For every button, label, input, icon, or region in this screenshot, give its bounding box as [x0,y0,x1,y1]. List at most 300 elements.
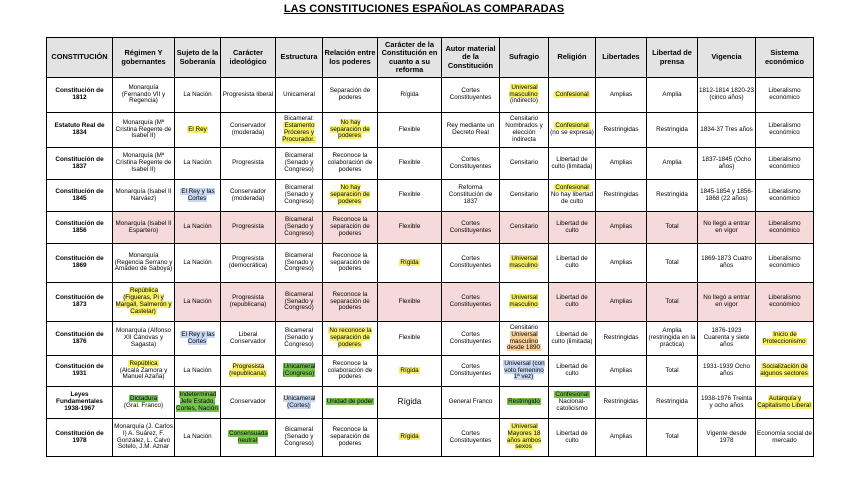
table-cell [500,78,549,113]
cell-text: La Nación [183,223,212,231]
cell-subtext: (indirecto) [510,97,538,105]
highlighted-text: República (Figueras, Pi y Margall, Salmerón y Castelar) [115,287,172,315]
table-cell [596,113,647,148]
table-cell [175,113,221,148]
row-label [47,113,113,148]
table-cell [378,322,442,356]
table-cell [276,212,323,244]
table-cell [500,387,549,419]
table-cell [221,180,276,212]
table-cell [698,212,756,244]
table-cell [113,148,175,180]
cell-text: Rígida [400,90,419,98]
table-cell [698,419,756,457]
highlighted-text: República [129,359,158,367]
cell-text: Reconoce la colaboración de poderes [327,359,373,381]
row-label [47,244,113,283]
cell-text: La Nación [183,366,212,374]
table-cell [221,387,276,419]
table-cell [698,244,756,283]
table-cell [756,419,814,457]
cell-text: Censitario [509,191,539,199]
cell-text: Amplia (restringida en la práctica) [648,327,696,348]
cell-text: Monarquía (Alfonso XII Cánovas y Sagasta) [116,327,171,348]
row-label [47,180,113,212]
table-cell [323,356,378,387]
table-cell [549,419,596,457]
table-cell [442,244,500,283]
header-cell: Sufragio [500,38,549,78]
header-cell: Sujeto de la Soberanía [175,38,221,78]
cell-text: Libertad de culto (limitada) [551,155,593,170]
cell-text: Cortes Constituyentes [449,294,492,308]
row-label [47,148,113,180]
table-cell [221,113,276,148]
table-cell [175,244,221,283]
table-cell [276,356,323,387]
table-cell [323,78,378,113]
cell-text: Monarquía (Isabel II Narváez) [115,187,172,202]
highlighted-text: Indeterminad Jefe Estado, Cortes, Nación [176,391,218,412]
cell-text: 1834-37 Tres años [700,125,753,133]
table-cell [500,180,549,212]
header-cell: Carácter de la Constitución en cuanto a su reforma [378,38,442,78]
cell-text: Constitución de 1812 [55,87,104,101]
cell-text: Amplia [662,159,682,167]
highlighted-text: Consensuada neutral [229,429,268,444]
cell-text: Restringida [656,398,688,406]
highlighted-text: Universal masculino [509,83,538,98]
cell-text: Restringidas [603,398,639,406]
table-row [47,419,814,457]
table-cell [175,419,221,457]
cell-text: Libertad de culto (limitada) [551,330,593,345]
table-cell [276,148,323,180]
cell-text: Liberalismo económico [768,87,801,101]
table-cell [596,180,647,212]
cell-text: Restringidas [603,334,639,342]
cell-text: Vigente desde 1978 [706,429,747,444]
table-cell [596,244,647,283]
row-label [47,356,113,387]
row-label [47,283,113,322]
highlighted-text: No reconoce la separación de poderes [329,327,372,348]
cell-text: Amplia [662,90,682,98]
table-cell [596,419,647,457]
cell-text: Liberalismo económico [768,294,801,308]
table-cell [442,148,500,180]
table-cell [442,356,500,387]
table-cell [647,113,698,148]
highlighted-text: Universal masculino [509,255,538,269]
highlighted-text: Confesional [555,184,589,192]
table-cell [175,387,221,419]
table-cell [378,419,442,457]
cell-text: Amplias [609,159,633,167]
cell-text: Total [665,297,679,305]
table-cell [276,113,323,148]
highlighted-text: Progresista (republicana) [229,363,266,377]
table-cell [756,78,814,113]
table-cell [175,356,221,387]
cell-text: Monarquía (Mª Cristina Regente de Isabel II) [115,118,172,140]
row-label [47,322,113,356]
cell-text: La Nación [183,433,212,441]
cell-text: Bicameral (Senado y Congreso) [284,251,314,273]
cell-text: Liberalismo económico [768,255,801,269]
table-cell [647,212,698,244]
header-cell: Libertades [596,38,647,78]
table-row [47,322,814,356]
cell-text: Bicameral (Senado y Congreso) [284,290,314,312]
cell-text: Constitución de 1856 [55,219,104,234]
header-cell: Vigencia [698,38,756,78]
table-cell [549,322,596,356]
cell-subtext: No hay libertad de culto [550,191,594,205]
cell-text: Cortes Constituyentes [449,87,492,101]
cell-text: Conservador (moderada) [229,187,267,202]
header-cell: Religión [549,38,596,78]
table-cell [500,113,549,148]
table-cell [596,78,647,113]
cell-text: Liberalismo económico [768,155,801,170]
table-cell [647,322,698,356]
cell-text: Amplias [609,297,633,305]
table-cell [378,356,442,387]
header-cell: Estructura [276,38,323,78]
row-label [47,419,113,457]
table-cell [596,356,647,387]
table-cell [221,148,276,180]
table-cell [500,283,549,322]
cell-text: 1845-1854 y 1856-1868 (22 años) [700,187,753,202]
cell-text: Bicameral (Senado y Congreso) [284,152,314,173]
cell-text: Libertad de culto [556,219,588,234]
cell-text: Progresista [232,159,264,167]
table-row [47,78,814,113]
cell-text: Progresista [232,223,264,231]
table-row [47,244,814,283]
cell-text: Flexible [398,159,421,167]
row-label [47,212,113,244]
table-cell [175,148,221,180]
table-cell [698,322,756,356]
table-cell [221,283,276,322]
table-cell [647,78,698,113]
cell-text: Flexible [398,334,421,342]
table-cell [500,356,549,387]
cell-subtext: (Alcalá Zamora y Manuel Azaña) [119,366,168,381]
cell-text: Reconoce la colaboración de poderes [327,152,373,173]
cell-text: Cortes Constituyentes [449,219,492,234]
cell-text: 1931-1939 Ocho años [703,363,750,377]
cell-text: Liberalismo económico [768,122,801,136]
cell-text: Amplias [609,223,633,231]
table-cell [378,244,442,283]
cell-text: Progresista (republicana) [229,294,267,308]
cell-text: Conservador (moderada) [229,122,267,136]
table-cell [549,148,596,180]
table-cell [596,322,647,356]
cell-text: Cortes Constituyentes [449,155,492,170]
cell-text: Monarquía (Mª Cristina Regente de Isabel II) [115,152,172,173]
table-cell [756,244,814,283]
table-cell [276,283,323,322]
highlighted-text: Rígida [400,258,419,266]
highlighted-text: Confesional [555,122,589,130]
table-cell [113,322,175,356]
cell-text: Liberalismo económico [768,219,801,234]
table-cell [113,212,175,244]
table-cell [647,148,698,180]
cell-text: 1812-1814 1820-23 (cinco años) [699,87,754,101]
table-cell [442,419,500,457]
cell-text: Libertad de culto [556,255,588,269]
highlighted-text: Inicio de Proteccionismo [762,330,806,345]
cell-text: Bicameral (Senado y Congreso) [284,426,314,447]
cell-text: Amplias [609,366,633,374]
cell-text: Cortes Constituyentes [449,255,492,269]
cell-text: La Nación [183,159,212,167]
highlighted-text: Universal Mayores 18 años ambos sexos [506,422,542,451]
table-cell [756,283,814,322]
table-cell [323,283,378,322]
cell-text: Bicameral (Senado y Congreso) [284,184,314,205]
cell-text: Amplias [609,258,633,266]
table-cell [175,212,221,244]
table-cell [378,212,442,244]
table-cell [113,419,175,457]
table-cell [378,78,442,113]
cell-text: Monarquía (J. Carlos I) A. Suárez, F. González, L. Calvo Sotelo, J.M. Aznar [114,422,173,451]
table-cell [647,356,698,387]
cell-text: Libertad de culto [556,294,588,308]
table-cell [323,419,378,457]
highlighted-text: Restringido [508,398,540,406]
table-cell [175,78,221,113]
cell-text: Reconoce la separación de poderes [330,426,370,447]
table-cell [276,419,323,457]
cell-text: Bicameral: [284,115,314,123]
table-cell [175,322,221,356]
cell-text: Cortes Constituyentes [449,429,492,444]
header-cell: CONSTITUCIÓN [47,38,113,78]
row-label [47,78,113,113]
cell-text: Unicameral [283,90,315,98]
header-cell: Régimen Y gobernantes [113,38,175,78]
cell-text: Constitución de 1837 [55,155,104,170]
highlighted-text: Autarquía y Capitalismo Liberal [757,394,811,409]
cell-text: Censitario [509,159,539,167]
cell-text: Total [665,433,679,441]
table-cell [500,244,549,283]
cell-text: Total [665,258,679,266]
cell-text: Liberal Conservador [229,330,267,345]
highlighted-text: Dictadura [130,394,157,402]
table-cell [500,322,549,356]
table-cell [698,356,756,387]
cell-text: Amplias [609,433,633,441]
comparison-table [46,37,814,457]
cell-text: Total [665,366,679,374]
table-cell [221,356,276,387]
table-cell [276,180,323,212]
highlighted-text: El Rey [188,125,207,133]
cell-text: 1938-1976 Treinta y ocho años [700,394,753,409]
table-cell [442,212,500,244]
table-cell [113,180,175,212]
highlighted-text: Universal masculino [509,294,538,308]
table-cell [596,283,647,322]
header-cell: Libertad de prensa [647,38,698,78]
table-cell [113,113,175,148]
cell-text: Amplias [609,90,633,98]
cell-text: Constitución de 1876 [55,330,104,345]
table-cell [221,419,276,457]
table-cell [442,322,500,356]
table-cell [113,356,175,387]
table-cell [378,148,442,180]
cell-text: 1837-1845 (Ocho años) [701,155,751,170]
table-cell [596,387,647,419]
table-cell [549,283,596,322]
highlighted-text: Unidad de poder [326,398,374,406]
table-row [47,180,814,212]
cell-subtext: Nacional-catolicismo [556,398,588,412]
cell-text: Constitución de 1931 [55,363,104,377]
table-cell [323,113,378,148]
cell-subtext: (no se expresa) [550,129,594,136]
table-cell [596,148,647,180]
row-label [47,387,113,419]
table-cell [442,283,500,322]
highlighted-text: El Rey y las Cortes [181,330,215,345]
table-cell [698,387,756,419]
highlighted-text: El Rey y las Cortes [181,187,215,202]
table-cell [113,244,175,283]
table-cell [698,78,756,113]
table-cell [549,180,596,212]
table-cell [647,419,698,457]
table-cell [323,180,378,212]
table-cell [549,387,596,419]
highlighted-text: Rígida [400,366,419,374]
cell-text: Restringida [656,125,688,133]
cell-text: Monarquía (Regencia Serrano y Amadeo de Saboya) [114,251,173,273]
cell-text: Reforma Constitución de 1837 [448,184,493,205]
cell-text: Leyes Fundamentales 1938-1967 [56,391,103,412]
cell-text: Separación de poderes [329,87,371,101]
page-title: LAS CONSTITUCIONES ESPAÑOLAS COMPARADAS [283,3,565,15]
highlighted-text: Universal (con voto femenino 1ª vez) [504,359,545,381]
highlighted-text: Confesional [555,90,589,98]
highlighted-text: No hay separación de poderes [330,118,370,140]
cell-text: Constitución de 1978 [55,429,104,444]
table-row [47,113,814,148]
cell-text: Conservador [229,398,267,406]
table-cell [698,113,756,148]
table-row [47,212,814,244]
cell-text: Restringida [656,191,688,199]
cell-text: Rígida [397,397,422,407]
table-cell [756,148,814,180]
cell-text: Constitución de 1845 [55,187,104,202]
table-cell [549,356,596,387]
table-cell [442,113,500,148]
cell-text: Rey mediante un Decreto Real [446,122,495,136]
table-row [47,283,814,322]
cell-text: Constitución de 1869 [55,255,104,269]
table-cell [596,212,647,244]
table-cell [500,419,549,457]
table-cell [549,244,596,283]
cell-text: Flexible [398,191,421,199]
header-cell: Autor material de la Constitución [442,38,500,78]
table-cell [113,283,175,322]
table-cell [323,212,378,244]
cell-text: Cortes Constituyentes [449,363,492,377]
table-cell [276,387,323,419]
cell-text: Progresista liberal [222,90,274,98]
table-cell [647,244,698,283]
table-cell [756,180,814,212]
cell-text: La Nación [183,90,212,98]
table-cell [221,78,276,113]
cell-text: Censitario [509,323,539,331]
highlighted-text: Socialización de algunos sectores [760,363,808,377]
table-cell [378,387,442,419]
table-cell [698,148,756,180]
table-cell [756,356,814,387]
table-cell [378,283,442,322]
table-cell [549,78,596,113]
cell-text: Flexible [398,125,421,133]
cell-text: 1876-1923 Cuarenta y siete años [703,327,750,348]
cell-subtext: (Gral. Franco) [123,401,164,409]
table-cell [175,180,221,212]
highlighted-text: Estamento Próceres y Procurador. [282,122,315,143]
header-cell: Relación entre los poderes [323,38,378,78]
header-row [47,38,814,78]
cell-text: Monarquía (Isabel II Espartero) [115,219,172,234]
table-cell [276,244,323,283]
table-cell [756,113,814,148]
highlighted-text: Confesional [555,391,589,399]
table-cell [221,212,276,244]
table-cell [500,212,549,244]
cell-text: Monarquía (Fernando VII y Regencia) [121,83,166,105]
table-cell [698,180,756,212]
table-cell [276,322,323,356]
table-cell [647,387,698,419]
cell-text: Bicameral (Senado y Congreso) [284,216,314,237]
table-cell [549,212,596,244]
cell-text: Reconoce la separación de poderes [330,216,370,237]
table-cell [756,212,814,244]
cell-text: Libertad de culto [556,429,588,444]
cell-text: Reconoce la separación de poderes [330,290,370,312]
cell-text: Censitario Nombrados y elección indirecta [505,115,543,143]
cell-text: La Nación [183,297,212,305]
cell-text: Constitución de 1873 [55,294,104,308]
header-cell: Sistema económico [756,38,814,78]
table-cell [442,180,500,212]
cell-text: No llegó a entrar en vigor [703,219,750,234]
cell-text: Liberalismo económico [768,187,801,202]
table-cell [323,148,378,180]
cell-text: 1869-1873 Cuatro años [701,255,752,269]
cell-text: No llegó a entrar en vigor [703,294,750,308]
